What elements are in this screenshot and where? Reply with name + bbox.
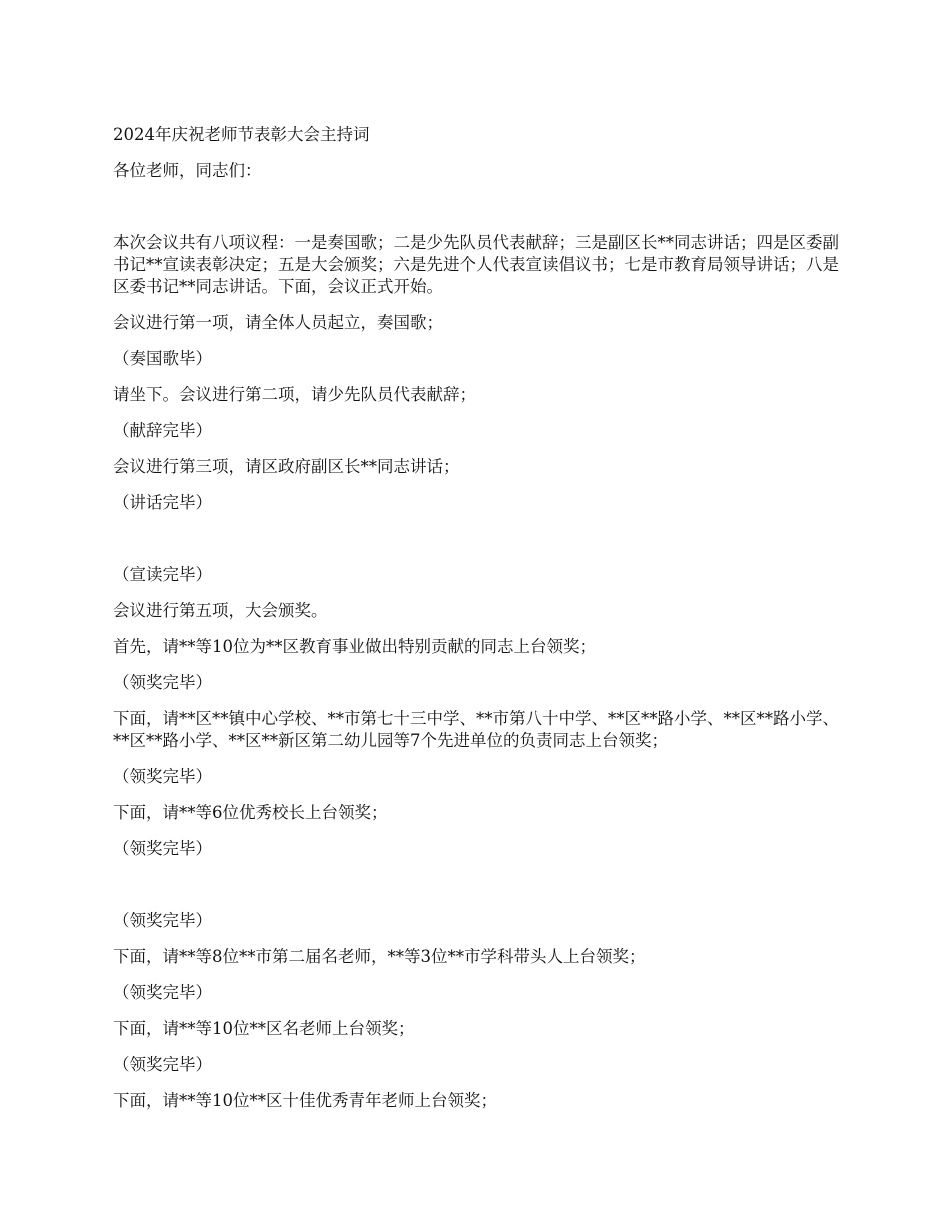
paragraph: 下面，请**等10位**区名老师上台领奖； — [113, 1019, 415, 1038]
paragraph: （讲话完毕） — [113, 493, 212, 512]
blank-line — [113, 528, 843, 564]
paragraph: （领奖完毕） — [113, 983, 212, 1002]
greeting: 各位老师，同志们： — [113, 161, 262, 180]
paragraph: （领奖完毕） — [113, 767, 212, 786]
paragraph: 首先，请**等10位为**区教育事业做出特别贡献的同志上台领奖； — [113, 637, 596, 656]
paragraph: （领奖完毕） — [113, 839, 212, 858]
document-title: 2024年庆祝老师节表彰大会主持词 — [113, 125, 370, 144]
paragraph: 下面，请**区**镇中心学校、**市第七十三中学、**市第八十中学、**区**路小学、**区**路小学、**区**路小学、**区**新区第二幼儿园等7个先进单位的负责同志上台领奖； — [113, 709, 839, 750]
paragraph: 下面，请**等8位**市第二届名老师，**等3位**市学科带头人上台领奖； — [113, 947, 646, 966]
paragraph: （献辞完毕） — [113, 421, 212, 440]
agenda-paragraph: 本次会议共有八项议程：一是奏国歌；二是少先队员代表献辞；三是副区长**同志讲话；四是区委副书记**宣读表彰决定；五是大会颁奖；六是先进个人代表宣读倡议书；七是市教育局领导讲话；八是区委书记**同志讲话。下面，会议正式开始。 — [113, 233, 839, 296]
paragraph: （宣读完毕） — [113, 565, 212, 584]
paragraph: 会议进行第三项，请区政府副区长**同志讲话； — [113, 457, 460, 476]
paragraph: 下面，请**等10位**区十佳优秀青年老师上台领奖； — [113, 1091, 497, 1110]
paragraph: （领奖完毕） — [113, 911, 212, 930]
paragraph: 请坐下。会议进行第二项，请少先队员代表献辞； — [113, 385, 476, 404]
paragraph: （领奖完毕） — [113, 673, 212, 692]
document-page — [113, 124, 843, 1126]
paragraph: 下面，请**等6位优秀校长上台领奖； — [113, 803, 388, 822]
paragraph: （奏国歌毕） — [113, 349, 212, 368]
paragraph: 会议进行第一项，请全体人员起立，奏国歌； — [113, 313, 443, 332]
paragraph: 会议进行第五项，大会颁奖。 — [113, 601, 328, 620]
blank-line — [113, 196, 843, 232]
blank-line — [113, 874, 843, 910]
paragraph: （领奖完毕） — [113, 1055, 212, 1074]
